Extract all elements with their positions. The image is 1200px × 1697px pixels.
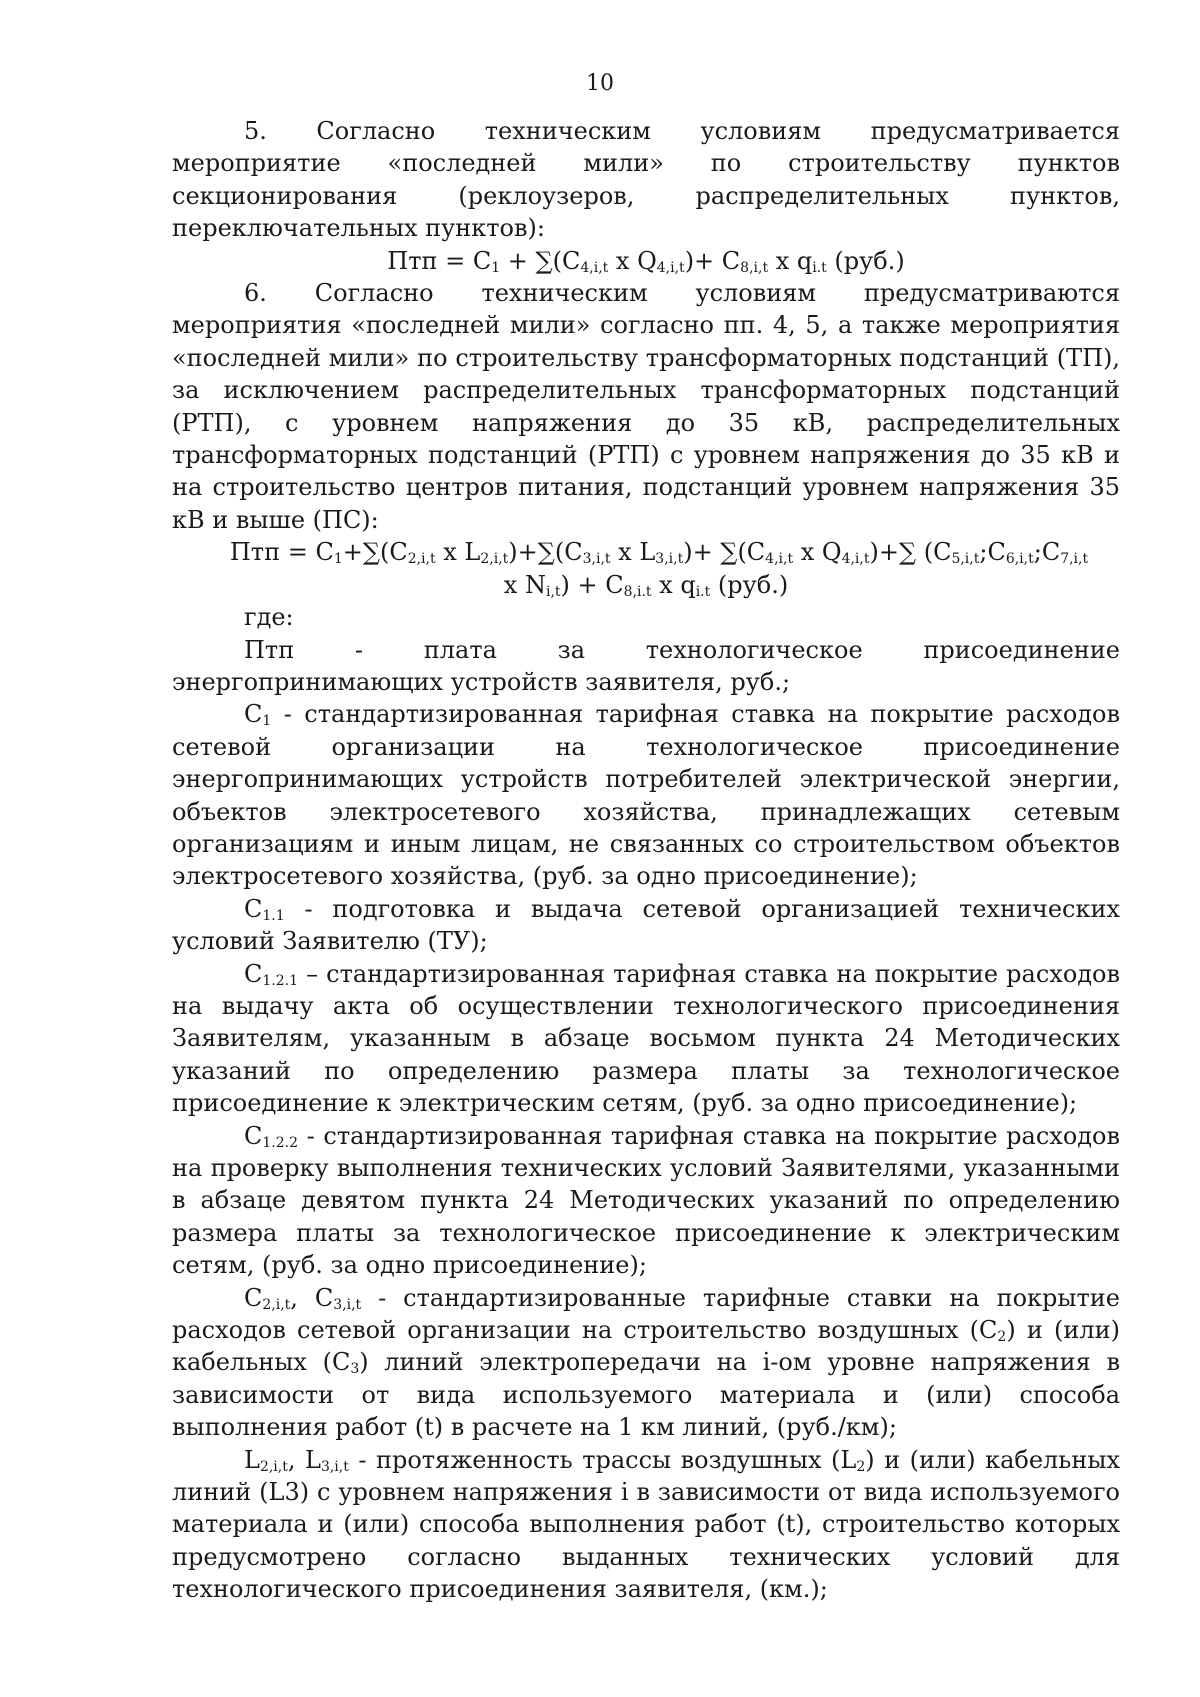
definition-c2-c3: $С_{2,i,t}$, $С_{3,i,t}$ - стандартизированные тарифные ставки на покрытие расходов сетевой организации на строительство воздушных $(С_2)$ и (или) кабельных $(С_3)$ линий электропередачи на i-ом уровне напряжения в зависимости от вида используемого материала и (или) способа выполнения работ (t) в расчете на 1 км линий, (руб./км); xyxy=(172,1283,1121,1442)
definition-c1-1: $С_{1.1}$ - подготовка и выдача сетевой организацией технических условий Заявителю (ТУ); xyxy=(172,894,1120,956)
definition-c1-2-1: $С_{1.2.1}$ – стандартизированная тарифная ставка на покрытие расходов на выдачу акта об осуществлении технологического присоединения Заявителям, указанным в абзаце восьмом пункта 24 Методических указаний по определению размера платы за технологическое присоединение к электрическим сетям, (руб. за одно присоединение); xyxy=(172,959,1120,1118)
paragraph-item-6: 6. Согласно техническим условиям предусматриваются мероприятия «последней мили» согласно пп. 4, 5, а также мероприятия «последней мили» по строительству трансформаторных подстанций (ТП), за исключением распределительных трансформаторных подстанций (РТП), с уровнем напряжения до 35 кВ, распределительных трансформаторных подстанций (РТП) с уровнем напряжения до 35 кВ и на строительство центров питания, подстанций уровнем напряжения 35 кВ и выше (ПС): xyxy=(172,279,1120,534)
document-body xyxy=(172,115,1120,1606)
definition-ptp: Птп - плата за технологическое присоединение энергопринимающих устройств заявителя, руб.; xyxy=(172,635,1120,696)
definition-c1-2-2: $С_{1.2.2}$ - стандартизированная тарифная ставка на покрытие расходов на проверку выполнения технических условий Заявителями, указанными в абзаце девятом пункта 24 Методических указаний по определению размера платы за технологическое присоединение к электрическим сетям, (руб. за одно присоединение); xyxy=(172,1121,1120,1280)
formula-item-5: Птп = $С_1 + \sum(С_{4,i,t}$ х $Q_{4,i,t})+ С_{8,i,t}$ х $q_{i.t}$ (руб.) xyxy=(387,246,905,276)
paragraph-item-5: 5. Согласно техническим условиям предусматривается мероприятие «последней мили» по строительству пунктов секционирования (реклоузеров, распределительных пунктов, переключательных пунктов): xyxy=(172,117,1120,243)
definition-c1: $С_1$ - стандартизированная тарифная ставка на покрытие расходов сетевой организации на технологическое присоединение энергопринимающих устройств потребителей электрической энергии, объектов электросетевого хозяйства, принадлежащих сетевым организациям и иным лицам, не связанных со строительством объектов электросетевого хозяйства, (руб. за одно присоединение); xyxy=(172,700,1120,891)
formula-item-6-line-1: Птп = $С_1+\sum(С_{2,i,t}$ х $L_{2,i,t})+\sum(С_{3,i,t}$ х $L_{3,i,t})+ \sum(С_{4,i,t}$ х $Q_{4,i,t})+\sum$ ($С_{5,i,t};С_{6,i,t};С_{7,i,t}$ xyxy=(229,538,1089,568)
where-label: где: xyxy=(244,603,294,632)
page-number: 10 xyxy=(586,71,614,96)
definition-l2-l3: $L_{2,i,t}$, $L_{3,i,t}$ - протяженность трассы воздушных $(L_2)$ и (или) кабельных линий (L3) с уровнем напряжения i в зависимости от вида используемого материала и (или) способа выполнения работ (t), строительство которых предусмотрено согласно выданных технических условий для технологического присоединения заявителя, (км.); xyxy=(172,1445,1120,1604)
formula-item-6-line-2: х $N_{i,t}) + С_{8,i.t}$ х $q_{i.t}$ (руб.) xyxy=(503,570,789,600)
